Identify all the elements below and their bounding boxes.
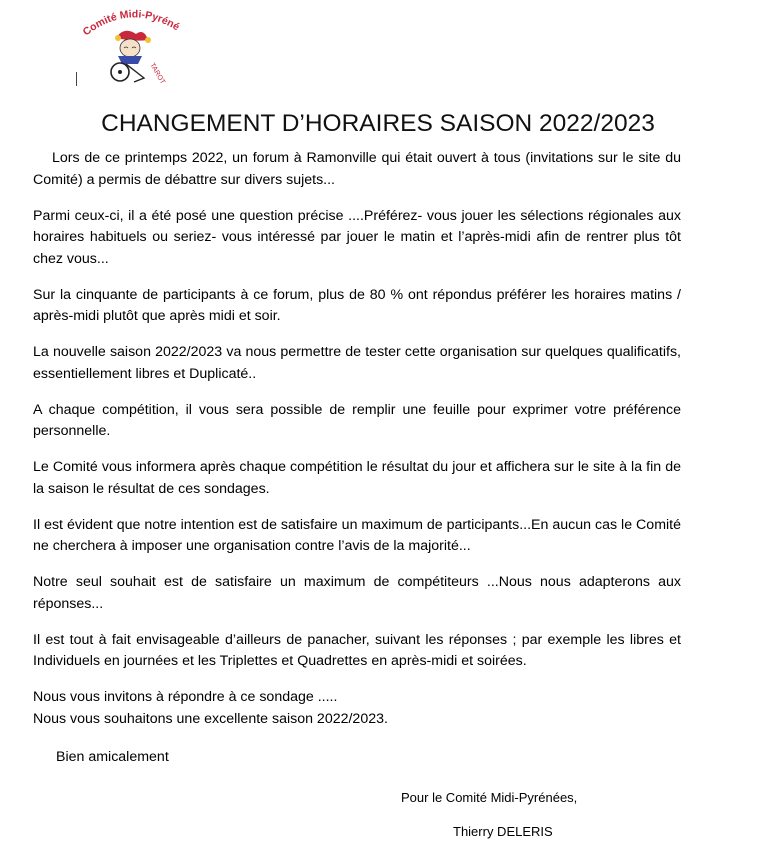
- paragraph-wish: Notre seul souhait est de satisfaire un maximum de compétiteurs ...Nous nous adapterons aux réponses...: [33, 574, 681, 612]
- letter-body: [33, 148, 681, 745]
- paragraph-inform: Le Comité vous informera après chaque compétition le résultat du jour et affichera sur le site à la fin de la saison le résultat de ces sondages.: [33, 459, 681, 497]
- closing-greeting: Bien amicalement: [56, 749, 169, 765]
- paragraph-form: A chaque compétition, il vous sera possible de remplir une feuille pour exprimer votre préférence personnelle.: [33, 401, 681, 439]
- page-title: CHANGEMENT D’HORAIRES SAISON 2022/2023: [101, 110, 655, 137]
- paragraph-results: Sur la cinquante de participants à ce forum, plus de 80 % ont répondus préférer les horaires matins / après-midi plutôt que après midi et soir.: [33, 286, 681, 324]
- paragraph-question: Parmi ceux-ci, il a été posé une question précise ....Préférez- vous jouer les sélections régionales aux horaires habituels ou seriez- vous intéressé par jouer le matin et l’après-midi afin de rentrer plus tôt chez vous...: [33, 207, 681, 267]
- text-cursor-mark: [76, 72, 78, 86]
- svg-text:TAROT: TAROT: [148, 62, 166, 86]
- paragraph-intro: Lors de ce printemps 2022, un forum à Ramonville qui était ouvert à tous (invitations sur le site du Comité) a permis de débattre sur divers sujets...: [33, 150, 681, 188]
- paragraph-wishes: Nous vous souhaitons une excellente saison 2022/2023.: [33, 710, 388, 727]
- paragraph-mix: Il est tout à fait envisageable d’ailleurs de panacher, suivant les réponses ; par exemple les libres et Individuels en journées et les Triplettes et Quadrettes en après-midi et soirées.: [33, 631, 681, 669]
- signature-name: Thierry DELERIS: [453, 824, 553, 839]
- tarot-jester-logo-icon: [74, 8, 184, 86]
- paragraph-new-season: La nouvelle saison 2022/2023 va nous permettre de tester cette organisation sur quelques qualificatifs, essentiellement libres et Duplicaté..: [33, 344, 681, 382]
- paragraph-invite: Nous vous invitons à répondre à ce sondage .....: [33, 689, 338, 705]
- paragraph-intention: Il est évident que notre intention est de satisfaire un maximum de participants...En aucun cas le Comité ne cherchera à imposer une organisation contre l’avis de la majorité...: [33, 516, 681, 554]
- svg-text:Comité Midi-Pyrénées: Comité Midi-Pyréné: [80, 8, 182, 39]
- committee-logo: [74, 8, 184, 86]
- signature-organization: Pour le Comité Midi-Pyrénées,: [401, 790, 578, 805]
